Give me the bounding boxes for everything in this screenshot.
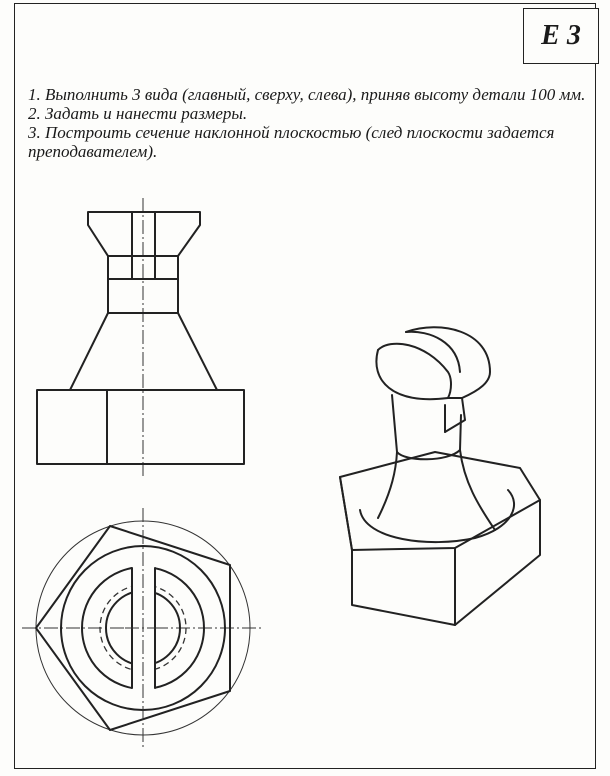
iso-head-rear	[406, 327, 490, 398]
iso-neck-right	[460, 415, 461, 450]
front-view	[37, 198, 244, 478]
front-head	[88, 212, 200, 256]
task-item-1: 1. Выполнить 3 вида (главный, сверху, слева), приняв высоту детали 100 мм.	[28, 85, 586, 104]
iso-base-side	[455, 500, 540, 625]
iso-base-left-edge	[340, 477, 352, 550]
iso-head-rear-face	[406, 332, 460, 372]
isometric-view	[340, 327, 540, 625]
task-item-2: 2. Задать и нанести размеры.	[28, 104, 248, 123]
top-view	[22, 508, 262, 748]
iso-head-front-shell	[376, 350, 448, 399]
task-item-3: 3. Построить сечение наклонной плоскостью (след плоскости задается преподавателем).	[28, 123, 555, 161]
iso-cone-base	[360, 490, 514, 542]
iso-head-front-face	[378, 344, 451, 398]
front-base	[37, 390, 244, 464]
iso-neck-left	[392, 395, 397, 452]
iso-base-front	[352, 548, 455, 625]
task-code: E 3	[541, 20, 581, 51]
iso-base-top	[340, 452, 540, 550]
